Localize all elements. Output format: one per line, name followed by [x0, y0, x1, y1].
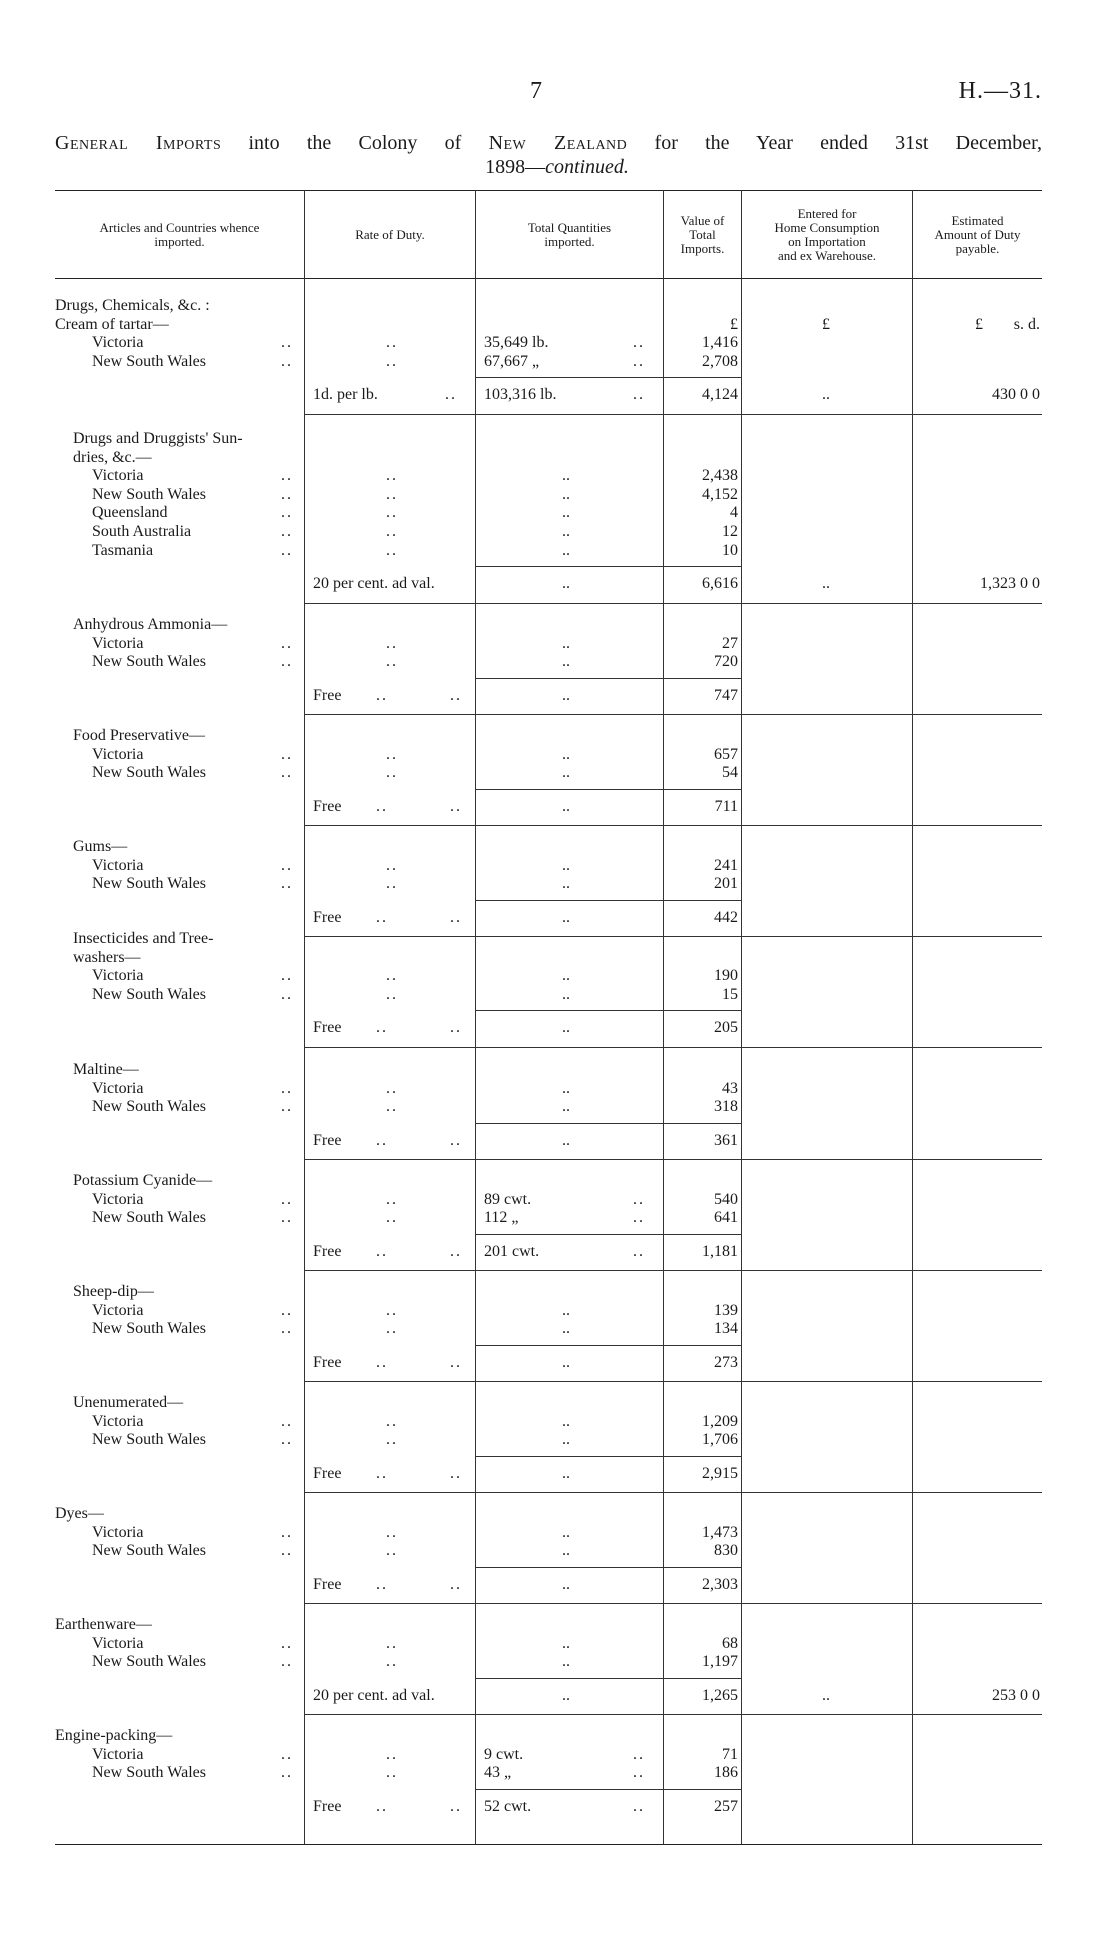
title-continued: continued.	[545, 156, 629, 178]
country-name: Victoria	[92, 1412, 144, 1430]
leader-dots: ..	[450, 1353, 462, 1371]
import-value: 2,708	[702, 352, 738, 370]
leader-dots: ..	[281, 653, 293, 671]
group-separator	[305, 603, 1042, 604]
leader-dots: ..	[633, 1242, 645, 1260]
import-value: 12	[722, 523, 738, 540]
country-name: Tasmania	[92, 541, 154, 559]
leader-dots: ..	[450, 686, 462, 704]
quantity-value: ..	[562, 1523, 570, 1541]
quantity-value: ..	[562, 1542, 570, 1560]
subtotal-rule	[476, 900, 663, 901]
table-top-rule	[55, 190, 1042, 191]
group-title: Maltine—	[73, 1061, 139, 1078]
rate-dots: ..	[386, 485, 398, 503]
leader-dots: ..	[376, 1464, 388, 1482]
quantity-value: ..	[562, 1098, 570, 1116]
rate-dots: ..	[386, 745, 398, 763]
column-divider	[304, 190, 305, 1844]
total-quantity: ..	[562, 1686, 570, 1704]
total-quantity: ..	[562, 1131, 570, 1149]
import-value: 1,706	[702, 1431, 738, 1449]
leader-dots: ..	[281, 875, 293, 893]
quantity-value: ..	[562, 467, 570, 485]
rate-dots: ..	[386, 1653, 398, 1671]
leader-dots: ..	[376, 1575, 388, 1593]
leader-dots: ..	[281, 1190, 293, 1208]
rate-of-duty: Free	[313, 908, 342, 926]
total-value: 442	[714, 908, 738, 926]
entered-value: ..	[822, 386, 830, 404]
import-value: 1,197	[702, 1653, 738, 1671]
total-value: 4,124	[702, 386, 738, 404]
country-name: Victoria	[92, 467, 144, 485]
leader-dots: ..	[281, 967, 293, 985]
rate-dots: ..	[386, 1209, 398, 1227]
group-separator	[305, 936, 1042, 937]
leader-dots: ..	[281, 1764, 293, 1782]
leader-dots: ..	[281, 1301, 293, 1319]
leader-dots: ..	[633, 1745, 645, 1763]
leader-dots: ..	[633, 352, 645, 370]
total-value: 747	[714, 686, 738, 704]
leader-dots: ..	[281, 1209, 293, 1227]
subtotal-rule	[664, 566, 741, 567]
group-title: Engine-packing—	[55, 1727, 173, 1744]
subtotal-rule	[476, 1456, 663, 1457]
rate-of-duty: Free	[313, 1464, 342, 1482]
country-name: New South Wales	[92, 1098, 206, 1116]
leader-dots: ..	[281, 334, 293, 352]
group-title: Insecticides and Tree- washers—	[73, 930, 214, 966]
country-name: New South Wales	[92, 1320, 206, 1338]
total-quantity: ..	[562, 1019, 570, 1037]
country-name: Victoria	[92, 1190, 144, 1208]
leader-dots: ..	[633, 1797, 645, 1815]
entered-value: ..	[822, 575, 830, 593]
rate-dots: ..	[386, 1412, 398, 1430]
rate-dots: ..	[386, 504, 398, 522]
quantity-value: ..	[562, 1301, 570, 1319]
quantity-value: 43 „	[484, 1764, 512, 1782]
title-part: New Zealand	[488, 132, 628, 154]
quantity-value: ..	[562, 504, 570, 522]
total-value: 2,915	[702, 1464, 738, 1482]
rate-dots: ..	[386, 1098, 398, 1116]
group-title: Anhydrous Ammonia—	[73, 616, 228, 633]
import-value: 318	[714, 1098, 738, 1116]
quantity-value: ..	[562, 985, 570, 1003]
import-value: 720	[714, 653, 738, 671]
rate-dots: ..	[386, 334, 398, 352]
country-name: Victoria	[92, 1745, 144, 1763]
subtotal-rule	[664, 678, 741, 679]
rate-dots: ..	[386, 352, 398, 370]
leader-dots: ..	[633, 1209, 645, 1227]
quantity-value: ..	[562, 523, 570, 540]
rate-of-duty: Free	[313, 1131, 342, 1149]
import-value: 4,152	[702, 485, 738, 503]
country-name: Victoria	[92, 334, 144, 352]
quantity-value: ..	[562, 634, 570, 652]
rate-of-duty: Free	[313, 1242, 342, 1260]
group-separator	[305, 1047, 1042, 1048]
import-value: 2,438	[702, 467, 738, 485]
total-value: 257	[714, 1797, 738, 1815]
col-header-entered: Entered for Home Consumption on Importation and ex Warehouse.	[774, 206, 880, 263]
country-name: Victoria	[92, 1301, 144, 1319]
rate-dots: ..	[386, 467, 398, 485]
subtotal-rule	[664, 1456, 741, 1457]
total-quantity: ..	[562, 1353, 570, 1371]
import-value: 1,473	[702, 1523, 738, 1541]
total-value: 711	[714, 797, 738, 815]
leader-dots: ..	[633, 334, 645, 352]
quantity-value: 67,667 „	[484, 352, 540, 370]
import-value: 190	[714, 967, 738, 985]
leader-dots: ..	[376, 686, 388, 704]
quantity-value: ..	[562, 1431, 570, 1449]
group-separator	[305, 714, 1042, 715]
rate-dots: ..	[386, 634, 398, 652]
import-value: 139	[714, 1301, 738, 1319]
leader-dots: ..	[281, 467, 293, 485]
column-divider	[912, 190, 913, 1844]
entered-unit: £	[822, 315, 830, 333]
leader-dots: ..	[450, 1797, 462, 1815]
rate-dots: ..	[386, 856, 398, 874]
quantity-value: ..	[562, 1412, 570, 1430]
leader-dots: ..	[376, 1019, 388, 1037]
country-name: New South Wales	[92, 1431, 206, 1449]
country-name: New South Wales	[92, 653, 206, 671]
leader-dots: ..	[281, 1079, 293, 1097]
group-title: Sheep-dip—	[73, 1283, 154, 1300]
import-value: 1,416	[702, 334, 738, 352]
total-quantity: ..	[562, 797, 570, 815]
leader-dots: ..	[281, 1431, 293, 1449]
subtotal-rule	[476, 678, 663, 679]
entered-value: ..	[822, 1686, 830, 1704]
leader-dots: ..	[281, 523, 293, 540]
rate-dots: ..	[386, 985, 398, 1003]
total-value: 2,303	[702, 1575, 738, 1593]
column-divider	[663, 190, 664, 1844]
rate-dots: ..	[386, 1523, 398, 1541]
group-separator	[305, 1381, 1042, 1382]
subtotal-rule	[664, 1010, 741, 1011]
leader-dots: ..	[450, 1131, 462, 1149]
import-value: 830	[714, 1542, 738, 1560]
rate-dots: ..	[386, 1190, 398, 1208]
country-name: New South Wales	[92, 1542, 206, 1560]
title-part: General Imports	[55, 132, 222, 154]
total-quantity: 103,316 lb.	[484, 386, 557, 404]
import-value: 1,209	[702, 1412, 738, 1430]
rate-dots: ..	[386, 764, 398, 782]
rate-dots: ..	[386, 1764, 398, 1782]
country-name: South Australia	[92, 523, 192, 540]
group-title: Earthenware—	[55, 1616, 152, 1633]
rate-dots: ..	[386, 1634, 398, 1652]
rate-of-duty: Free	[313, 797, 342, 815]
total-value: 205	[714, 1019, 738, 1037]
total-quantity: ..	[562, 908, 570, 926]
leader-dots: ..	[376, 908, 388, 926]
group-separator	[305, 1714, 1042, 1715]
group-separator	[305, 825, 1042, 826]
total-quantity: ..	[562, 1464, 570, 1482]
leader-dots: ..	[281, 1745, 293, 1763]
total-quantity: ..	[562, 575, 570, 593]
leader-dots: ..	[376, 1353, 388, 1371]
country-name: New South Wales	[92, 1653, 206, 1671]
title-part: into the Colony of	[248, 132, 462, 154]
rate-of-duty: 1d. per lb.	[313, 386, 378, 404]
total-quantity: 201 cwt.	[484, 1242, 540, 1260]
column-divider	[741, 190, 742, 1844]
import-value: 15	[722, 985, 738, 1003]
import-value: 241	[714, 856, 738, 874]
quantity-value: 35,649 lb.	[484, 334, 549, 352]
country-name: New South Wales	[92, 875, 206, 893]
import-value: 641	[714, 1209, 738, 1227]
rate-of-duty: Free	[313, 686, 342, 704]
rate-dots: ..	[386, 541, 398, 559]
subtotal-rule	[476, 1789, 663, 1790]
import-value: 68	[722, 1634, 738, 1652]
leader-dots: ..	[376, 1242, 388, 1260]
import-value: 43	[722, 1079, 738, 1097]
duty-sd-unit: s. d.	[1013, 315, 1040, 333]
subtotal-rule	[476, 789, 663, 790]
country-name: Victoria	[92, 856, 144, 874]
group-title: Potassium Cyanide—	[73, 1172, 213, 1189]
quantity-value: ..	[562, 967, 570, 985]
import-value: 27	[722, 634, 738, 652]
subtotal-rule	[664, 1678, 741, 1679]
total-value: 6,616	[702, 575, 738, 593]
subtotal-rule	[476, 1678, 663, 1679]
rate-of-duty: Free	[313, 1019, 342, 1037]
leader-dots: ..	[281, 764, 293, 782]
group-title: Drugs and Druggists' Sun- dries, &c.—	[73, 430, 243, 466]
leader-dots: ..	[450, 1575, 462, 1593]
import-value: 4	[730, 504, 738, 522]
duty-payable: 1,323 0 0	[980, 575, 1040, 593]
leader-dots: ..	[281, 1523, 293, 1541]
import-value: 186	[714, 1764, 738, 1782]
subtotal-rule	[476, 1234, 663, 1235]
title-part: for the Year ended 31st December,	[654, 132, 1043, 154]
subtotal-rule	[664, 1234, 741, 1235]
import-value: 201	[714, 875, 738, 893]
leader-dots: ..	[450, 1019, 462, 1037]
country-name: Victoria	[92, 1523, 144, 1541]
rate-dots: ..	[386, 1320, 398, 1338]
subtotal-rule	[476, 1010, 663, 1011]
rate-dots: ..	[386, 1301, 398, 1319]
country-name: Victoria	[92, 745, 144, 763]
quantity-value: 112 „	[484, 1209, 519, 1227]
import-value: 540	[714, 1190, 738, 1208]
header-bottom-rule	[55, 278, 1042, 279]
leader-dots: ..	[281, 856, 293, 874]
duty-payable: 430 0 0	[992, 386, 1040, 404]
rate-of-duty: 20 per cent. ad val.	[313, 575, 435, 593]
quantity-value: ..	[562, 1634, 570, 1652]
country-name: New South Wales	[92, 1764, 206, 1782]
country-name: New South Wales	[92, 985, 206, 1003]
leader-dots: ..	[376, 1797, 388, 1815]
rate-dots: ..	[386, 653, 398, 671]
subtotal-rule	[664, 789, 741, 790]
leader-dots: ..	[281, 985, 293, 1003]
leader-dots: ..	[281, 485, 293, 503]
subtotal-rule	[664, 1345, 741, 1346]
page-reference: H.—31.	[958, 78, 1042, 104]
quantity-value: ..	[562, 875, 570, 893]
total-value: 361	[714, 1131, 738, 1149]
rate-of-duty: Free	[313, 1575, 342, 1593]
leader-dots: ..	[281, 745, 293, 763]
leader-dots: ..	[450, 1464, 462, 1482]
subtotal-rule	[476, 566, 663, 567]
import-value: 54	[722, 764, 738, 782]
country-name: Victoria	[92, 1079, 144, 1097]
subtotal-rule	[664, 1123, 741, 1124]
rate-dots: ..	[386, 1431, 398, 1449]
quantity-value: ..	[562, 1653, 570, 1671]
subtotal-rule	[476, 1123, 663, 1124]
quantity-value: ..	[562, 1320, 570, 1338]
duty-pound-unit: £	[975, 315, 983, 333]
column-divider	[475, 190, 476, 1844]
leader-dots: ..	[281, 1320, 293, 1338]
subtotal-rule	[476, 377, 663, 378]
subtotal-rule	[664, 900, 741, 901]
country-name: Victoria	[92, 967, 144, 985]
leader-dots: ..	[633, 386, 645, 404]
table-bottom-rule	[55, 1844, 1042, 1845]
rate-of-duty: 20 per cent. ad val.	[313, 1686, 435, 1704]
group-title: Dyes—	[55, 1505, 104, 1522]
col-header-quantities: Total Quantities imported.	[527, 220, 612, 249]
leader-dots: ..	[450, 797, 462, 815]
leader-dots: ..	[281, 1412, 293, 1430]
col-header-rate: Rate of Duty.	[355, 227, 425, 242]
country-name: New South Wales	[92, 485, 206, 503]
total-value: 273	[714, 1353, 738, 1371]
subtotal-rule	[664, 1567, 741, 1568]
leader-dots: ..	[281, 634, 293, 652]
duty-payable: 253 0 0	[992, 1686, 1040, 1704]
total-quantity: ..	[562, 686, 570, 704]
country-name: Queensland	[92, 504, 168, 522]
total-value: 1,181	[702, 1242, 738, 1260]
rate-dots: ..	[386, 1542, 398, 1560]
import-value: 657	[714, 745, 738, 763]
leader-dots: ..	[633, 1190, 645, 1208]
group-separator	[305, 1159, 1042, 1160]
group-separator	[305, 414, 1042, 415]
title-year: 1898—	[485, 156, 546, 178]
subtotal-rule	[664, 1789, 741, 1790]
rate-dots: ..	[386, 1745, 398, 1763]
total-quantity: 52 cwt.	[484, 1797, 532, 1815]
group-separator	[305, 1603, 1042, 1604]
document-title	[55, 132, 1042, 155]
leader-dots: ..	[445, 386, 457, 404]
group-title: Gums—	[73, 838, 128, 855]
col-header-value: Value of Total Imports.	[680, 213, 725, 256]
leader-dots: ..	[281, 541, 293, 559]
rate-dots: ..	[386, 523, 398, 540]
rate-dots: ..	[386, 1079, 398, 1097]
page-number: 7	[530, 78, 542, 104]
country-name: New South Wales	[92, 764, 206, 782]
country-name: Victoria	[92, 1634, 144, 1652]
rate-of-duty: Free	[313, 1353, 342, 1371]
import-value: 134	[714, 1320, 738, 1338]
country-name: New South Wales	[92, 352, 206, 370]
group-title: Food Preservative—	[73, 727, 205, 744]
subtotal-rule	[476, 1345, 663, 1346]
quantity-value: 89 cwt.	[484, 1190, 532, 1208]
group-separator	[305, 1270, 1042, 1271]
total-quantity: ..	[562, 1575, 570, 1593]
import-value: 71	[722, 1745, 738, 1763]
quantity-value: ..	[562, 856, 570, 874]
quantity-value: ..	[562, 541, 570, 559]
country-name: New South Wales	[92, 1209, 206, 1227]
rate-dots: ..	[386, 967, 398, 985]
total-value: 1,265	[702, 1686, 738, 1704]
country-name: Victoria	[92, 634, 144, 652]
leader-dots: ..	[376, 1131, 388, 1149]
quantity-value: ..	[562, 653, 570, 671]
group-title: Drugs, Chemicals, &c. : Cream of tartar—	[55, 297, 210, 333]
leader-dots: ..	[281, 1653, 293, 1671]
value-unit: £	[730, 315, 738, 333]
rate-dots: ..	[386, 875, 398, 893]
col-header-articles: Articles and Countries whence imported.	[99, 220, 260, 249]
group-title: Unenumerated—	[73, 1394, 184, 1411]
leader-dots: ..	[281, 1542, 293, 1560]
quantity-value: ..	[562, 745, 570, 763]
quantity-value: ..	[562, 1079, 570, 1097]
leader-dots: ..	[281, 1098, 293, 1116]
subtotal-rule	[476, 1567, 663, 1568]
document-subtitle	[0, 156, 1114, 179]
group-separator	[305, 1492, 1042, 1493]
quantity-value: 9 cwt.	[484, 1745, 524, 1763]
leader-dots: ..	[281, 1634, 293, 1652]
leader-dots: ..	[450, 1242, 462, 1260]
leader-dots: ..	[633, 1764, 645, 1782]
import-value: 10	[722, 541, 738, 559]
subtotal-rule	[664, 377, 741, 378]
leader-dots: ..	[281, 504, 293, 522]
quantity-value: ..	[562, 764, 570, 782]
quantity-value: ..	[562, 485, 570, 503]
col-header-duty: Estimated Amount of Duty payable.	[934, 213, 1021, 256]
leader-dots: ..	[281, 352, 293, 370]
leader-dots: ..	[450, 908, 462, 926]
rate-of-duty: Free	[313, 1797, 342, 1815]
leader-dots: ..	[376, 797, 388, 815]
